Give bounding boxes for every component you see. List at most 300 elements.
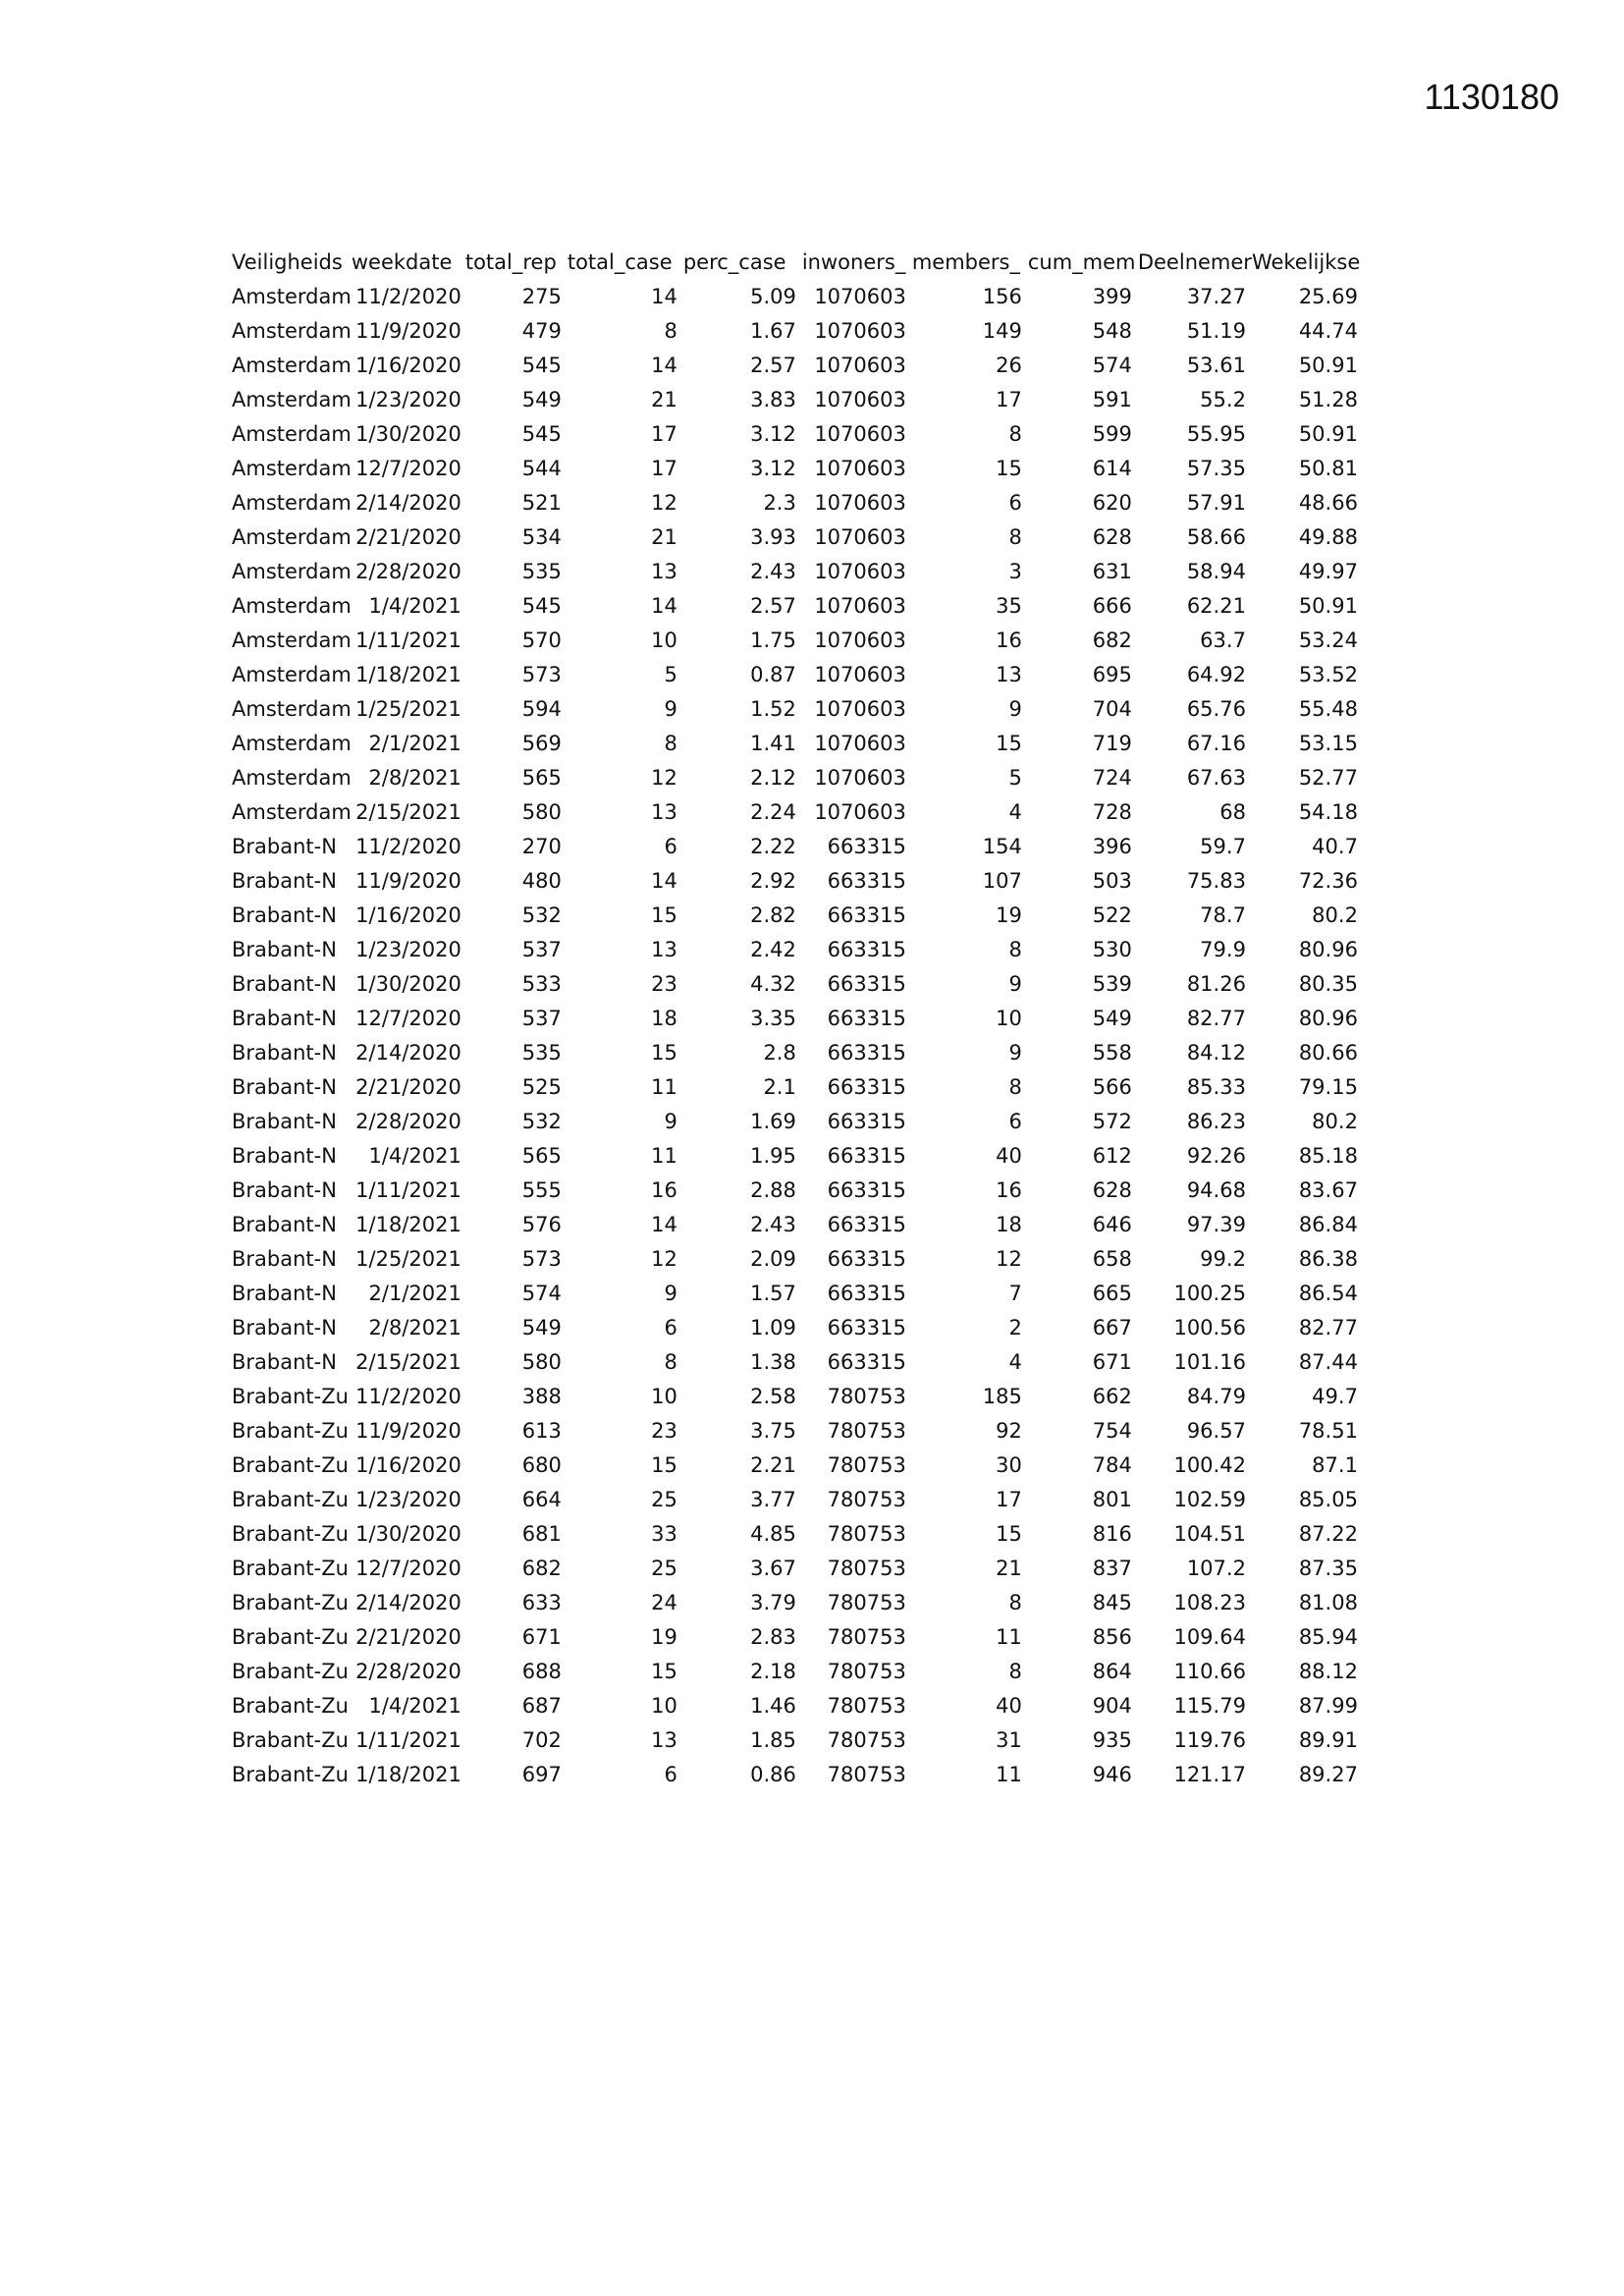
table-cell: Amsterdam <box>232 284 352 308</box>
table-cell: Amsterdam <box>232 387 352 411</box>
table-row <box>232 760 1364 794</box>
table-cell: 2.43 <box>750 1212 796 1236</box>
table-cell: 666 <box>1092 593 1132 618</box>
table-row <box>232 1001 1364 1035</box>
table-cell: 702 <box>521 1727 562 1752</box>
table-cell: 14 <box>651 284 677 308</box>
table-row <box>232 451 1364 485</box>
table-cell: 1/25/2021 <box>355 696 461 721</box>
table-cell: 14 <box>651 868 677 893</box>
table-cell: 18 <box>996 1212 1022 1236</box>
table-cell: 1070603 <box>814 593 906 618</box>
table-cell: 580 <box>521 799 562 824</box>
table-cell: 570 <box>521 628 562 652</box>
table-cell: 1.67 <box>750 318 796 343</box>
table-row <box>232 416 1364 451</box>
table-cell: 55.95 <box>1186 421 1246 446</box>
table-cell: 97.39 <box>1186 1212 1246 1236</box>
table-cell: 904 <box>1092 1693 1132 1718</box>
table-cell: 15 <box>996 1521 1022 1546</box>
table-cell: 801 <box>1092 1487 1132 1511</box>
table-cell: 92.26 <box>1186 1143 1246 1168</box>
table-cell: 1.75 <box>750 628 796 652</box>
table-cell: 100.42 <box>1173 1452 1246 1477</box>
table-cell: 2/1/2021 <box>368 1281 461 1305</box>
table-cell: 94.68 <box>1186 1177 1246 1202</box>
table-cell: 18 <box>651 1006 677 1030</box>
table-cell: 78.51 <box>1298 1418 1358 1443</box>
table-cell: 11 <box>996 1762 1022 1786</box>
table-cell: 1070603 <box>814 318 906 343</box>
table-cell: 663315 <box>827 937 906 961</box>
table-cell: Brabant-N <box>232 1246 337 1271</box>
table-cell: 681 <box>521 1521 562 1546</box>
table-cell: 44.74 <box>1298 318 1358 343</box>
table-row <box>232 1207 1364 1241</box>
table-cell: 2/21/2020 <box>355 524 461 549</box>
table-cell: 87.44 <box>1298 1349 1358 1374</box>
table-cell: 3.83 <box>750 387 796 411</box>
table-cell: 4.32 <box>750 971 796 996</box>
table-cell: 6 <box>664 834 677 858</box>
table-cell: 663315 <box>827 868 906 893</box>
table-cell: 2.1 <box>763 1074 796 1099</box>
table-cell: 580 <box>521 1349 562 1374</box>
table-cell: 1070603 <box>814 524 906 549</box>
table-cell: 521 <box>521 490 562 515</box>
table-cell: 11/2/2020 <box>355 834 461 858</box>
table-cell: 1070603 <box>814 387 906 411</box>
table-cell: 2.22 <box>750 834 796 858</box>
table-cell: 87.99 <box>1298 1693 1358 1718</box>
table-cell: 30 <box>996 1452 1022 1477</box>
table-cell: 104.51 <box>1173 1521 1246 1546</box>
table-cell: 1070603 <box>814 628 906 652</box>
table-cell: 549 <box>1092 1006 1132 1030</box>
table-cell: 682 <box>521 1556 562 1580</box>
table-cell: 149 <box>982 318 1022 343</box>
table-cell: 1/18/2021 <box>355 1212 461 1236</box>
table-cell: 3.79 <box>750 1590 796 1614</box>
table-cell: 5 <box>1008 765 1022 790</box>
column-header: weekdate <box>351 250 453 274</box>
table-cell: 8 <box>664 1349 677 1374</box>
table-cell: 1/16/2020 <box>355 1452 461 1477</box>
table-cell: 16 <box>996 628 1022 652</box>
table-row <box>232 382 1364 416</box>
table-cell: 89.27 <box>1298 1762 1358 1786</box>
table-cell: 1/23/2020 <box>355 387 461 411</box>
table-cell: 50.91 <box>1298 353 1358 377</box>
table-cell: 573 <box>521 1246 562 1271</box>
table-cell: 816 <box>1092 1521 1132 1546</box>
table-cell: 1070603 <box>814 662 906 686</box>
table-row <box>232 519 1364 554</box>
table-cell: 6 <box>664 1315 677 1339</box>
table-cell: Amsterdam <box>232 524 352 549</box>
table-cell: Brabant-N <box>232 834 337 858</box>
table-cell: 1/4/2021 <box>368 593 461 618</box>
table-cell: 185 <box>982 1384 1022 1408</box>
table-cell: 102.59 <box>1173 1487 1246 1511</box>
table-cell: 19 <box>651 1624 677 1649</box>
table-cell: 84.12 <box>1186 1040 1246 1065</box>
table-cell: 1.09 <box>750 1315 796 1339</box>
table-cell: 54.18 <box>1298 799 1358 824</box>
table-cell: 946 <box>1092 1762 1132 1786</box>
table-cell: 89.91 <box>1298 1727 1358 1752</box>
table-cell: 1/11/2021 <box>355 1177 461 1202</box>
table-row <box>232 554 1364 588</box>
table-row <box>232 794 1364 829</box>
table-cell: 15 <box>651 1040 677 1065</box>
table-cell: 86.38 <box>1298 1246 1358 1271</box>
table-cell: 545 <box>521 593 562 618</box>
table-cell: Brabant-Zu <box>232 1384 349 1408</box>
table-cell: 1070603 <box>814 559 906 583</box>
table-row <box>232 1173 1364 1207</box>
table-cell: Amsterdam <box>232 421 352 446</box>
table-cell: 8 <box>1008 421 1022 446</box>
table-cell: 12 <box>651 490 677 515</box>
table-cell: 663315 <box>827 1143 906 1168</box>
table-cell: 87.22 <box>1298 1521 1358 1546</box>
table-cell: 534 <box>521 524 562 549</box>
table-cell: 9 <box>1008 1040 1022 1065</box>
table-cell: 87.35 <box>1298 1556 1358 1580</box>
table-cell: 154 <box>982 834 1022 858</box>
table-cell: 49.7 <box>1312 1384 1358 1408</box>
table-cell: 67.16 <box>1186 731 1246 755</box>
table-cell: 1/18/2021 <box>355 662 461 686</box>
table-cell: 14 <box>651 353 677 377</box>
table-cell: 671 <box>1092 1349 1132 1374</box>
table-cell: 572 <box>1092 1109 1132 1133</box>
table-cell: 275 <box>521 284 562 308</box>
table-cell: 1/30/2020 <box>355 1521 461 1546</box>
table-cell: 4 <box>1008 799 1022 824</box>
table-cell: 1/30/2020 <box>355 971 461 996</box>
table-cell: 8 <box>664 731 677 755</box>
table-cell: 780753 <box>827 1624 906 1649</box>
table-row <box>232 623 1364 657</box>
table-cell: 12 <box>651 1246 677 1271</box>
table-cell: 58.94 <box>1186 559 1246 583</box>
table-cell: Brabant-N <box>232 937 337 961</box>
table-cell: Amsterdam <box>232 696 352 721</box>
table-cell: 83.67 <box>1298 1177 1358 1202</box>
table-cell: 535 <box>521 559 562 583</box>
table-row <box>232 1482 1364 1516</box>
table-cell: 1/25/2021 <box>355 1246 461 1271</box>
table-cell: 3.12 <box>750 456 796 480</box>
table-cell: 72.36 <box>1298 868 1358 893</box>
table-cell: 67.63 <box>1186 765 1246 790</box>
table-cell: 80.96 <box>1298 937 1358 961</box>
table-cell: 11/2/2020 <box>355 284 461 308</box>
table-cell: 663315 <box>827 1281 906 1305</box>
table-cell: 7 <box>1008 1281 1022 1305</box>
table-cell: Amsterdam <box>232 628 352 652</box>
table-cell: 695 <box>1092 662 1132 686</box>
table-cell: 3 <box>1008 559 1022 583</box>
table-cell: 5 <box>664 662 677 686</box>
table-row <box>232 1585 1364 1619</box>
table-cell: 594 <box>521 696 562 721</box>
table-row <box>232 1241 1364 1276</box>
table-cell: 11 <box>651 1074 677 1099</box>
table-cell: 58.66 <box>1186 524 1246 549</box>
table-cell: 1.69 <box>750 1109 796 1133</box>
table-cell: 1.85 <box>750 1727 796 1752</box>
table-cell: 59.7 <box>1200 834 1246 858</box>
table-cell: 780753 <box>827 1418 906 1443</box>
table-row <box>232 1379 1364 1413</box>
table-cell: 1/30/2020 <box>355 421 461 446</box>
table-cell: 1/23/2020 <box>355 1487 461 1511</box>
data-table <box>232 246 1364 1791</box>
table-cell: 119.76 <box>1173 1727 1246 1752</box>
table-cell: 545 <box>521 421 562 446</box>
table-cell: 1/16/2020 <box>355 353 461 377</box>
column-header: members_ <box>911 250 1021 274</box>
table-cell: 780753 <box>827 1556 906 1580</box>
table-cell: 837 <box>1092 1556 1132 1580</box>
table-cell: 79.9 <box>1200 937 1246 961</box>
table-cell: Amsterdam <box>232 662 352 686</box>
table-cell: 87.1 <box>1312 1452 1358 1477</box>
table-cell: 80.2 <box>1312 902 1358 927</box>
table-cell: 784 <box>1092 1452 1132 1477</box>
table-row <box>232 657 1364 691</box>
table-cell: 15 <box>996 731 1022 755</box>
table-cell: Brabant-Zu <box>232 1693 349 1718</box>
table-cell: 1070603 <box>814 696 906 721</box>
table-cell: Brabant-N <box>232 1040 337 1065</box>
table-cell: 3.77 <box>750 1487 796 1511</box>
table-cell: 6 <box>1008 1109 1022 1133</box>
table-cell: 8 <box>664 318 677 343</box>
table-cell: 85.94 <box>1298 1624 1358 1649</box>
table-cell: 109.64 <box>1173 1624 1246 1649</box>
table-row <box>232 1654 1364 1688</box>
table-cell: 82.77 <box>1186 1006 1246 1030</box>
table-cell: 565 <box>521 1143 562 1168</box>
table-cell: 612 <box>1092 1143 1132 1168</box>
table-cell: 599 <box>1092 421 1132 446</box>
table-row <box>232 1688 1364 1722</box>
table-cell: Brabant-N <box>232 1143 337 1168</box>
table-row <box>232 1413 1364 1448</box>
table-cell: 614 <box>1092 456 1132 480</box>
table-cell: 9 <box>664 696 677 721</box>
table-cell: 10 <box>651 1384 677 1408</box>
table-cell: 82.77 <box>1298 1315 1358 1339</box>
table-cell: 574 <box>521 1281 562 1305</box>
table-cell: 84.79 <box>1186 1384 1246 1408</box>
table-cell: 663315 <box>827 1177 906 1202</box>
table-cell: 780753 <box>827 1487 906 1511</box>
table-cell: 671 <box>521 1624 562 1649</box>
table-cell: 565 <box>521 765 562 790</box>
table-cell: 8 <box>1008 1659 1022 1683</box>
table-cell: 780753 <box>827 1521 906 1546</box>
table-cell: 13 <box>651 937 677 961</box>
table-cell: 664 <box>521 1487 562 1511</box>
table-cell: 50.91 <box>1298 421 1358 446</box>
table-cell: 24 <box>651 1590 677 1614</box>
table-cell: 15 <box>651 902 677 927</box>
table-cell: 9 <box>664 1109 677 1133</box>
table-cell: 1/4/2021 <box>368 1693 461 1718</box>
table-cell: 25.69 <box>1298 284 1358 308</box>
table-cell: 1.38 <box>750 1349 796 1374</box>
table-cell: 110.66 <box>1173 1659 1246 1683</box>
table-cell: 2.18 <box>750 1659 796 1683</box>
table-cell: 6 <box>1008 490 1022 515</box>
table-cell: 81.08 <box>1298 1590 1358 1614</box>
table-cell: 663315 <box>827 834 906 858</box>
table-cell: 2/14/2020 <box>355 1040 461 1065</box>
table-cell: 631 <box>1092 559 1132 583</box>
table-cell: 55.2 <box>1200 387 1246 411</box>
table-cell: 31 <box>996 1727 1022 1752</box>
table-row <box>232 898 1364 932</box>
table-cell: 663315 <box>827 1349 906 1374</box>
table-row <box>232 1757 1364 1791</box>
table-cell: 856 <box>1092 1624 1132 1649</box>
table-cell: 1070603 <box>814 765 906 790</box>
table-cell: 9 <box>664 1281 677 1305</box>
table-cell: 2.21 <box>750 1452 796 1477</box>
table-cell: 53.24 <box>1298 628 1358 652</box>
table-cell: 522 <box>1092 902 1132 927</box>
table-cell: 480 <box>521 868 562 893</box>
table-cell: 1.95 <box>750 1143 796 1168</box>
table-cell: 4 <box>1008 1349 1022 1374</box>
table-cell: Brabant-Zu <box>232 1487 349 1511</box>
table-cell: 2.57 <box>750 353 796 377</box>
table-cell: 9 <box>1008 971 1022 996</box>
table-cell: 51.28 <box>1298 387 1358 411</box>
table-cell: 663315 <box>827 1315 906 1339</box>
table-cell: 21 <box>996 1556 1022 1580</box>
table-cell: Brabant-Zu <box>232 1521 349 1546</box>
table-cell: 1070603 <box>814 490 906 515</box>
table-cell: 80.2 <box>1312 1109 1358 1133</box>
table-cell: 754 <box>1092 1418 1132 1443</box>
table-cell: 15 <box>651 1452 677 1477</box>
table-cell: 687 <box>521 1693 562 1718</box>
column-header: Deelnemer <box>1137 250 1252 274</box>
table-row <box>232 1276 1364 1310</box>
table-row <box>232 313 1364 348</box>
table-cell: Brabant-Zu <box>232 1452 349 1477</box>
table-row <box>232 1722 1364 1757</box>
table-cell: 2.88 <box>750 1177 796 1202</box>
table-cell: 663315 <box>827 1212 906 1236</box>
table-cell: 780753 <box>827 1762 906 1786</box>
table-cell: 13 <box>651 559 677 583</box>
table-cell: 14 <box>651 1212 677 1236</box>
table-cell: 4.85 <box>750 1521 796 1546</box>
table-cell: 724 <box>1092 765 1132 790</box>
table-cell: 14 <box>651 593 677 618</box>
table-cell: 2/15/2021 <box>355 799 461 824</box>
table-cell: 780753 <box>827 1659 906 1683</box>
table-cell: 270 <box>521 834 562 858</box>
table-cell: Brabant-N <box>232 971 337 996</box>
table-cell: 3.67 <box>750 1556 796 1580</box>
table-cell: 628 <box>1092 524 1132 549</box>
table-cell: Brabant-Zu <box>232 1556 349 1580</box>
table-cell: 2.42 <box>750 937 796 961</box>
table-cell: 92 <box>996 1418 1022 1443</box>
table-cell: 12/7/2020 <box>355 1556 461 1580</box>
table-cell: 574 <box>1092 353 1132 377</box>
table-row <box>232 1104 1364 1138</box>
table-cell: 667 <box>1092 1315 1132 1339</box>
table-cell: 663315 <box>827 1074 906 1099</box>
table-cell: 96.57 <box>1186 1418 1246 1443</box>
table-cell: 23 <box>651 971 677 996</box>
table-cell: 11/9/2020 <box>355 868 461 893</box>
table-cell: 539 <box>1092 971 1132 996</box>
table-cell: 40 <box>996 1143 1022 1168</box>
table-cell: 12 <box>996 1246 1022 1271</box>
table-cell: 68 <box>1219 799 1246 824</box>
table-cell: 2/8/2021 <box>368 765 461 790</box>
table-cell: 2/15/2021 <box>355 1349 461 1374</box>
table-cell: 2.43 <box>750 559 796 583</box>
table-cell: 11/9/2020 <box>355 1418 461 1443</box>
table-cell: 2/1/2021 <box>368 731 461 755</box>
table-cell: 728 <box>1092 799 1132 824</box>
table-cell: 2.82 <box>750 902 796 927</box>
table-cell: 633 <box>521 1590 562 1614</box>
table-row <box>232 1344 1364 1379</box>
table-cell: 80.96 <box>1298 1006 1358 1030</box>
table-cell: 525 <box>521 1074 562 1099</box>
table-cell: 115.79 <box>1173 1693 1246 1718</box>
table-cell: 1/18/2021 <box>355 1762 461 1786</box>
table-cell: 80.66 <box>1298 1040 1358 1065</box>
table-cell: Brabant-N <box>232 1281 337 1305</box>
table-cell: 100.56 <box>1173 1315 1246 1339</box>
table-cell: 1/4/2021 <box>368 1143 461 1168</box>
table-cell: 620 <box>1092 490 1132 515</box>
table-cell: 780753 <box>827 1452 906 1477</box>
table-cell: 2/14/2020 <box>355 1590 461 1614</box>
table-cell: Brabant-N <box>232 902 337 927</box>
table-cell: 62.21 <box>1186 593 1246 618</box>
table-cell: 17 <box>996 1487 1022 1511</box>
table-cell: Amsterdam <box>232 559 352 583</box>
table-cell: 12/7/2020 <box>355 1006 461 1030</box>
table-cell: 532 <box>521 1109 562 1133</box>
table-cell: 88.12 <box>1298 1659 1358 1683</box>
table-cell: 19 <box>996 902 1022 927</box>
table-cell: Brabant-Zu <box>232 1762 349 1786</box>
table-row <box>232 691 1364 726</box>
table-cell: 21 <box>651 387 677 411</box>
table-cell: Brabant-Zu <box>232 1659 349 1683</box>
table-cell: 5.09 <box>750 284 796 308</box>
column-header: Wekelijkse <box>1251 250 1361 274</box>
table-cell: 55.48 <box>1298 696 1358 721</box>
table-cell: 548 <box>1092 318 1132 343</box>
table-cell: 13 <box>996 662 1022 686</box>
